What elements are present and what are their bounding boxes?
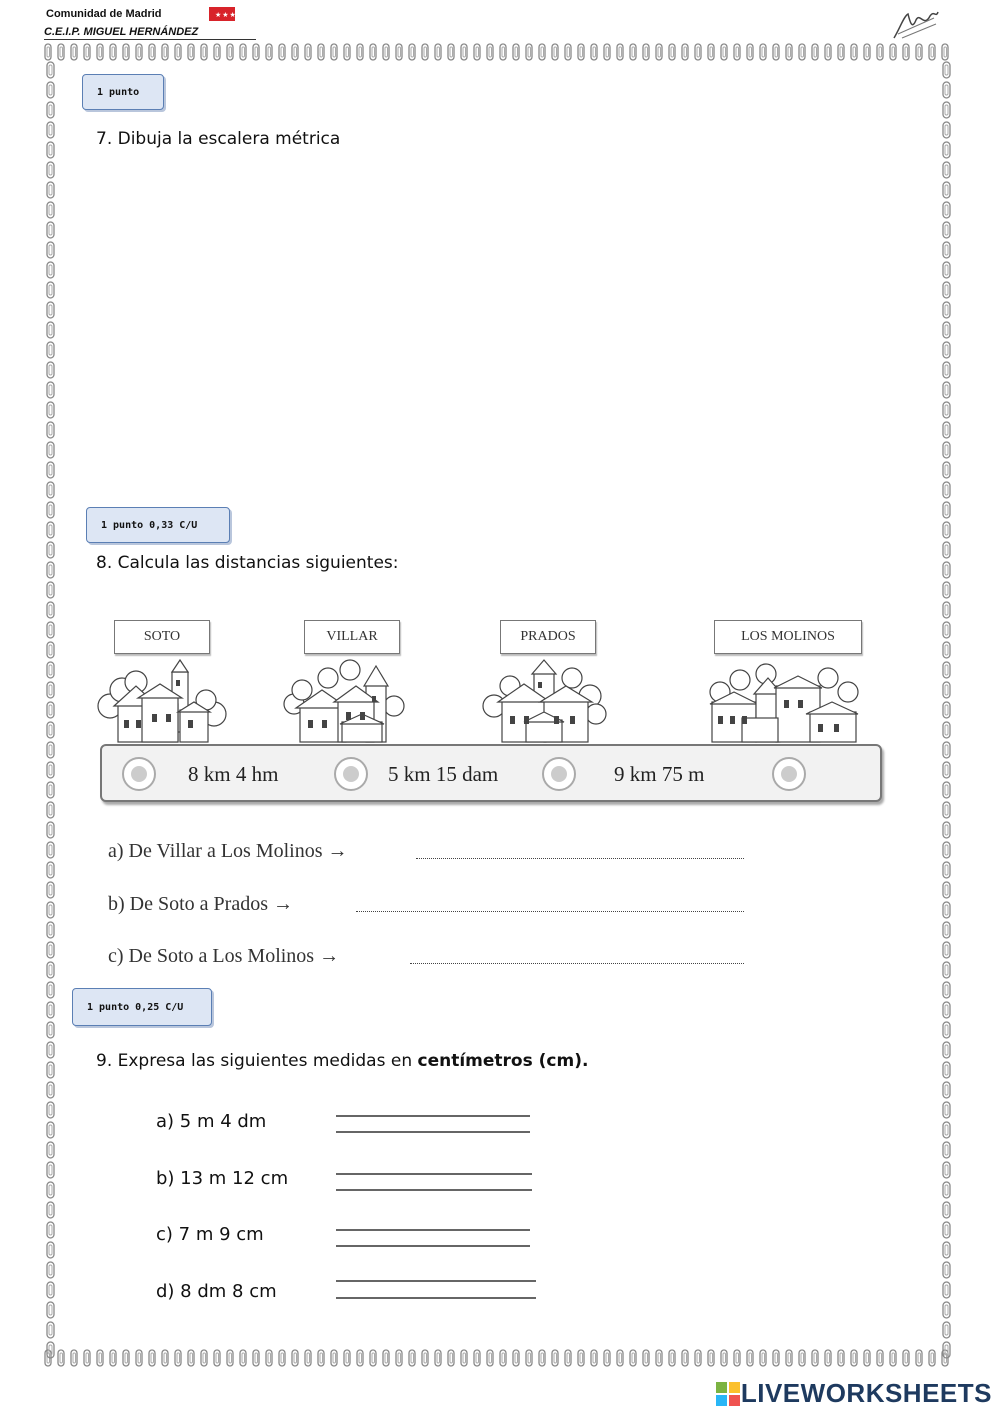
- madrid-flag-icon: ★★★: [209, 7, 235, 21]
- q9-text: [96, 1051, 588, 1071]
- village-prados-icon: [480, 656, 610, 746]
- liveworksheets-brand: LIVEWORKSHEETS: [740, 1378, 992, 1408]
- waypoint-prados-icon: [542, 757, 576, 791]
- paperclip-border-right: [940, 60, 954, 1360]
- q9-text-prefix: 9. Expresa las siguientes medidas en: [96, 1051, 418, 1071]
- q8-answer-label-a: a) De Villar a Los Molinos →: [108, 840, 348, 862]
- q9-item-a: a) 5 m 4 dm: [156, 1111, 267, 1132]
- q9-text-bold: centímetros (cm).: [417, 1051, 589, 1071]
- paperclip-border-bottom: [42, 1348, 954, 1368]
- q9-answer-line-b-top[interactable]: [336, 1173, 532, 1175]
- village-soto-icon: [96, 656, 236, 746]
- q9-answer-line-c-bottom[interactable]: [336, 1245, 530, 1247]
- q9-answer-line-a-top[interactable]: [336, 1115, 530, 1117]
- distance-villar-prados: 5 km 15 dam: [388, 762, 499, 786]
- q9-item-d: d) 8 dm 8 cm: [156, 1281, 277, 1302]
- village-los-molinos-icon: [706, 656, 862, 746]
- distance-prados-los-molinos: 9 km 75 m: [614, 762, 705, 786]
- q9-item-c: c) 7 m 9 cm: [156, 1224, 264, 1245]
- paperclip-border-left: [44, 60, 58, 1360]
- community-name: Comunidad de Madrid: [46, 8, 162, 20]
- q8-answer-label-b: b) De Soto a Prados →: [108, 893, 293, 915]
- town-label-prados: PRADOS: [500, 620, 596, 654]
- village-villar-icon: [282, 656, 412, 746]
- q8-points-badge: 1 punto 0,33 C/U: [86, 507, 230, 543]
- q8-answer-field-b[interactable]: [356, 911, 744, 912]
- q9-points-badge: 1 punto 0,25 C/U: [72, 988, 212, 1026]
- q8-answer-field-c[interactable]: [410, 963, 744, 964]
- q7-drawing-area[interactable]: [96, 170, 916, 490]
- waypoint-villar-icon: [334, 757, 368, 791]
- q7-points-badge: 1 punto: [82, 74, 164, 110]
- town-label-soto: SOTO: [114, 620, 210, 654]
- q9-answer-line-d-bottom[interactable]: [336, 1297, 536, 1299]
- waypoint-los-molinos-icon: [772, 757, 806, 791]
- q9-answer-line-c-top[interactable]: [336, 1229, 530, 1231]
- q8-answer-label-c: c) De Soto a Los Molinos →: [108, 945, 340, 967]
- waypoint-soto-icon: [122, 757, 156, 791]
- town-label-los-molinos: LOS MOLINOS: [714, 620, 862, 654]
- q9-answer-line-d-top[interactable]: [336, 1280, 536, 1282]
- school-name: C.E.I.P. MIGUEL HERNÁNDEZ: [44, 26, 199, 38]
- signature-logo-icon: [890, 8, 940, 42]
- distance-soto-villar: 8 km 4 hm: [188, 762, 279, 786]
- liveworksheets-icon: [715, 1381, 741, 1407]
- q8-text: 8. Calcula las distancias siguientes:: [96, 553, 399, 573]
- q9-answer-line-a-bottom[interactable]: [336, 1131, 530, 1133]
- q7-text: 7. Dibuja la escalera métrica: [96, 129, 341, 149]
- header-underline: [44, 39, 256, 40]
- q9-item-b: b) 13 m 12 cm: [156, 1168, 289, 1189]
- q9-answer-line-b-bottom[interactable]: [336, 1189, 532, 1191]
- liveworksheets-logo[interactable]: [715, 1378, 992, 1409]
- q8-answer-field-a[interactable]: [416, 858, 744, 859]
- paperclip-border-top: [42, 42, 954, 62]
- town-label-villar: VILLAR: [304, 620, 400, 654]
